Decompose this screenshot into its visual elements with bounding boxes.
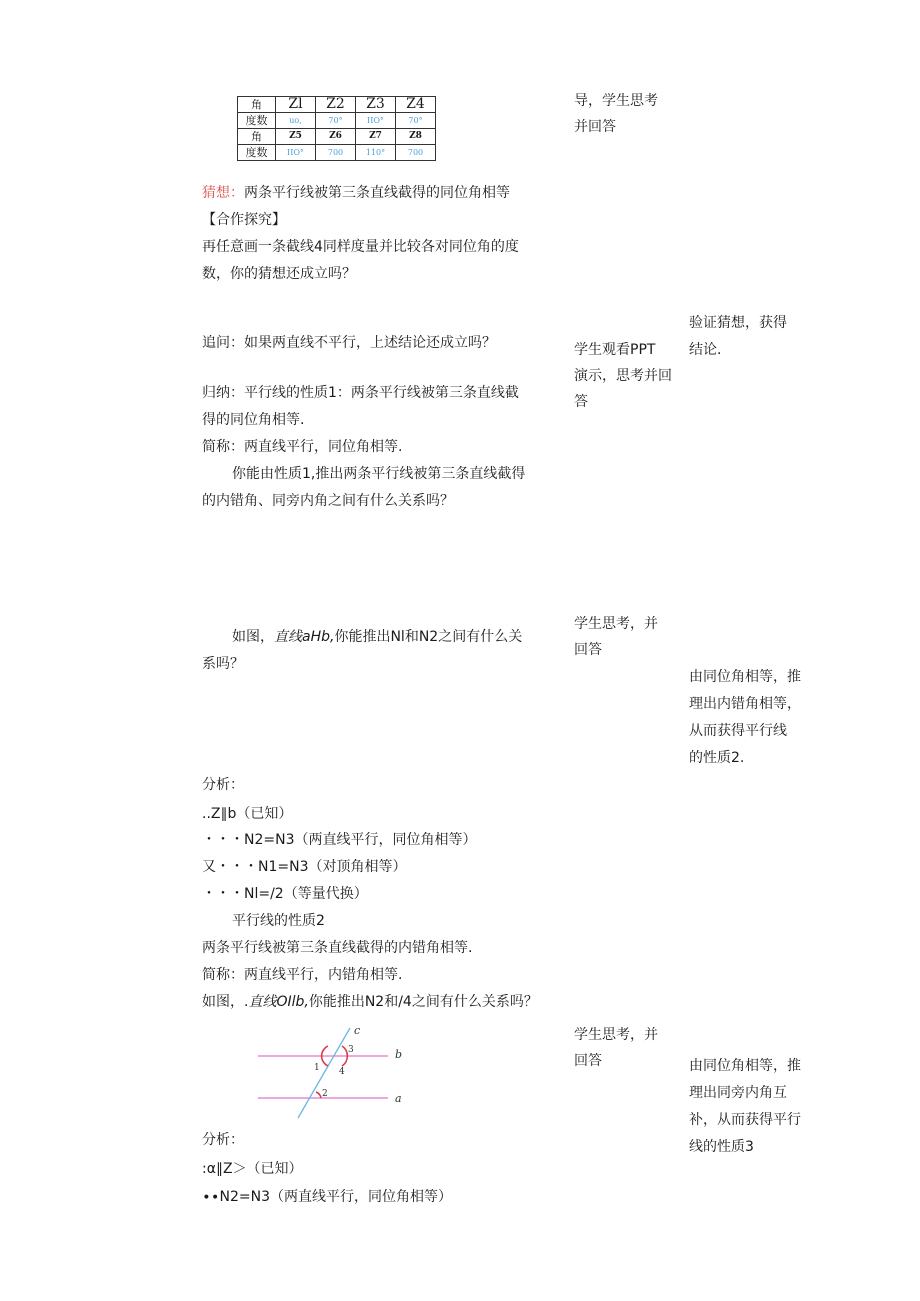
label-b: b: [395, 1048, 403, 1061]
table-cell: Z8: [396, 129, 436, 145]
text-line: 理出同旁内角互: [689, 1085, 787, 1101]
proof-step-5: :α∥Z＞（已知）: [202, 1161, 303, 1177]
text-line: 从而获得平行线: [689, 723, 787, 739]
text-span: 你能推出N2和/4之间有什么关系吗？: [308, 994, 538, 1010]
proof-step-2: ・・・N2=N3（两直线平行，同位角相等）: [202, 832, 477, 848]
proof-step-6: ∙∙N2=N3（两直线平行，同位角相等）: [202, 1189, 453, 1205]
parallel-lines-figure: [250, 1024, 415, 1119]
table-cell: Zl: [276, 97, 316, 113]
figure-2-question: [202, 993, 538, 1011]
table-row: [238, 145, 436, 161]
text-line: 回答: [574, 642, 602, 658]
table-cell: IIO°: [276, 145, 316, 161]
guess-text: 两条平行线被第三条直线截得的同位角相等: [244, 185, 510, 201]
short-name-1: 简称：两直线平行，同位角相等.: [202, 439, 403, 455]
summary-line-1: 归纳：平行线的性质1：两条平行线被第三条直线截: [202, 385, 519, 401]
table-cell: Z6: [316, 129, 356, 145]
guess-label: 猜想：: [202, 185, 244, 201]
text-line: 理出内错角相等，: [689, 696, 801, 712]
property-2-text: 两条平行线被第三条直线截得的内错角相等.: [202, 940, 473, 956]
table-cell: 70°: [396, 113, 436, 129]
table-cell: 700: [316, 145, 356, 161]
text-line: 由同位角相等，推: [689, 669, 801, 685]
text-line: 线的性质3: [689, 1139, 754, 1155]
design-intent-1: [689, 310, 787, 364]
label-4: 4: [339, 1067, 345, 1077]
text-line: 答: [574, 394, 588, 410]
angle-2-arc: [316, 1092, 321, 1098]
followup-question: 追问：如果两直线不平行，上述结论还成立吗？: [202, 335, 496, 351]
text-line: 学生思考，并: [574, 616, 658, 632]
analysis-label-2: 分析：: [202, 1132, 244, 1148]
text-line: 回答: [574, 1053, 602, 1069]
summary-line-2: 得的同位角相等.: [202, 412, 305, 428]
table-row: [238, 97, 436, 113]
coop-line-2: 数，你的猜想还成立吗？: [202, 266, 356, 282]
text-line: 由同位角相等，推: [689, 1058, 801, 1074]
label-a: a: [395, 1092, 402, 1105]
label-3: 3: [348, 1045, 354, 1055]
design-intent-2: [689, 664, 801, 772]
text-line: 的性质2.: [689, 750, 745, 766]
coop-line-1: 再任意画一条截线4同样度量并比较各对同位角的度: [202, 239, 519, 255]
angle-table: [237, 96, 436, 161]
table-row: [238, 129, 436, 145]
text-span: 直线OIlb,: [248, 994, 309, 1010]
analysis-label-1: 分析：: [202, 777, 244, 793]
label-2: 2: [322, 1089, 328, 1099]
table-cell: Z2: [316, 97, 356, 113]
label-1: 1: [314, 1063, 320, 1073]
student-activity-2: [574, 337, 672, 415]
text-line: 学生思考，并: [574, 1027, 658, 1043]
design-intent-3: [689, 1053, 801, 1161]
proof-step-3: 又・・・N1=N3（对顶角相等）: [202, 859, 407, 875]
guess-line: [202, 184, 510, 202]
text-line: 学生观看PPT: [574, 342, 656, 358]
text-span: 如图，: [232, 629, 274, 645]
text-line: 结论.: [689, 342, 722, 358]
table-cell: 700: [396, 145, 436, 161]
table-cell: 110°: [356, 145, 396, 161]
figure-question-line-2: 系吗？: [202, 656, 244, 672]
student-activity-3: [574, 611, 658, 663]
student-activity-1: [574, 88, 658, 140]
table-cell: uo,: [276, 113, 316, 129]
text-line: 验证猜想，获得: [689, 315, 787, 331]
question-line-1: 你能由性质1,推出两条平行线被第三条直线截得: [232, 466, 526, 482]
short-name-2: 简称：两直线平行，内错角相等.: [202, 967, 403, 983]
table-cell: Z3: [356, 97, 396, 113]
table-cell: 度数: [238, 145, 276, 161]
table-cell: Z5: [276, 129, 316, 145]
text-span: 如图，.: [202, 994, 249, 1010]
table-cell: 70°: [316, 113, 356, 129]
proof-step-4: ・・・Nl=/2（等量代换）: [202, 886, 368, 902]
table-cell: Z4: [396, 97, 436, 113]
table-cell: Z7: [356, 129, 396, 145]
text-line: 演示，思考并回: [574, 368, 672, 384]
text-span: 直线aHb,: [274, 629, 335, 645]
student-activity-4: [574, 1022, 658, 1074]
table-cell: IIO°: [356, 113, 396, 129]
table-cell: 度数: [238, 113, 276, 129]
question-line-2: 的内错角、同旁内角之间有什么关系吗？: [202, 493, 454, 509]
figure-question-line-1: [232, 628, 522, 646]
property-2-title: 平行线的性质2: [232, 913, 325, 929]
table-cell: 角: [238, 129, 276, 145]
text-line: 导，学生思考: [574, 93, 658, 109]
proof-step-1: ..Z∥b（已知）: [202, 806, 293, 822]
text-span: 你能推出Nl和N2之间有什么关: [334, 629, 523, 645]
table-cell: 角: [238, 97, 276, 113]
coop-title: 【合作探究】: [202, 212, 286, 228]
label-c: c: [354, 1024, 361, 1037]
text-line: 补，从而获得平行: [689, 1112, 801, 1128]
table-row: [238, 113, 436, 129]
text-line: 并回答: [574, 119, 616, 135]
